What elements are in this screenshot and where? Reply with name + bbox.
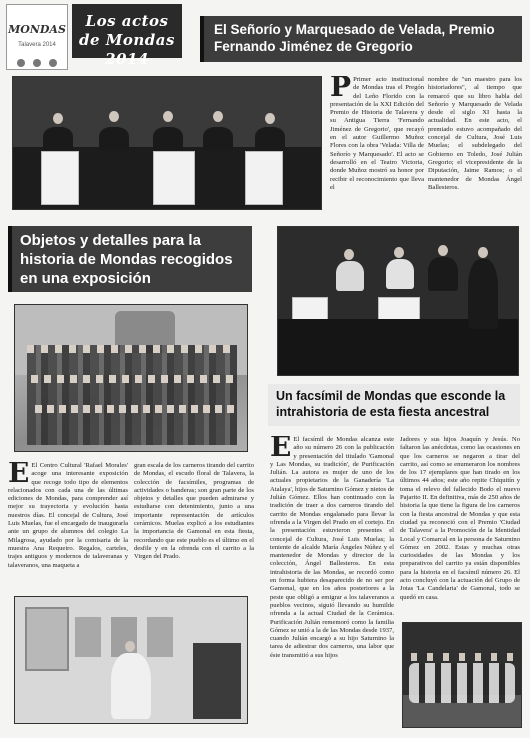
article3-headline: Un facsímil de Mondas que esconde la intrahistoria de esta fiesta ancestral xyxy=(268,384,520,426)
jota-dancers-photo xyxy=(402,622,522,728)
facsimile-presentation-photo xyxy=(277,226,519,376)
mondas-logo xyxy=(6,4,68,70)
logo-title: MONDAS xyxy=(8,23,66,36)
seal-icon xyxy=(49,59,57,67)
logo-seals xyxy=(7,54,67,72)
section-title: Los actos de Mondas 2014 xyxy=(72,4,182,58)
article1-column-1: P Primer acto institucional de Mondas tras el Pregón del Leño Florido con la presentación de la XXI Edición del Premio de Historia de Talavera y su Antigua Tierra 'Fernando Jiménez de Gregorio', que recayó en el autor Guillermo Muñoz Flores con la obra 'Velada: Villa de Señorío y Marquesado'. El acto se desarrolló en el Teatro Victoria, donde Muñoz mostró su honor por recibir el reconocimiento que lleva el xyxy=(330,76,424,191)
article1-column-2: nombre de "un maestro para los historiadores", al tiempo que remarcó que su libro habla del Señorío y Marquesado de Velada desde el siglo XI hasta la actualidad. En este acto, el premiado estuvo acompañado del concejal de Cultura, José Luis Muelas; el subdelegado del Gobierno en Toledo, José Julián Gregorio; el vicepresidente de la Diputación, Jaime Ramos; o el mantenedor de Mondas Ángel Ballesteros. xyxy=(428,76,522,191)
logo-subtitle: Talavera 2014 xyxy=(18,42,56,48)
article3-column-2: Jadores y sus hijos Joaquín y Jesús. No faltaron las anécdotas, como las ocasiones en que los carneros se negaron a tirar del carrito, así como se enumeraron los nombres de los 17 ejemplares que han tirado en los últimos 44 años; este año repite Chiquitín y toma el relevo del fallecido Bodo el nuevo Pajarito II. En definitiva, más de 250 años de historia la que tiene la figura de los carneros con la fiesta ancestral de Mondas y que esta ciudad ya reconoció con el Premio 'Ciudad de Talavera' a la Promoción de la Identidad Local y Comarcal en la persona de Saturnino Gómez en 2002. Estas y muchas otras curiosidades de las Mondas y los preparativos del carrito ya están disponibles para la historia en el facsímil número 26. El acto concluyó con la actuación del Grupo de Jotas 'La Candelaria' de Gamonal, todo se quedó en casa. xyxy=(400,436,520,601)
article3-column-1: E El facsímil de Mondas alcanza este año su número 26 con la publicación y presentación del titulado 'Gamonal y Las Mondas, su tradición', de Purificación Julián. La autora es mujer de uno de los actuales propietarios de la Ganadería 'La Atalaya', hijos de Saturnino Gómez y nietos de Julián Gómez. Ellos han continuado con la tradición de traer a dos carneros tirando del carrito de Mondas engalanado para llevar la ofrenda a la Virgen del Prado en el cortejo. En la presentación estuvieron presentes el concejal de Cultura, José Luis Muelas; la teniente de alcalde María Ángeles Núñez y el mantenedor de Mondas y director de la colección, Ángel Ballesteros. En esta intrahistoria de las Mondas, se recordó como en forma hubiera desaparecido de no ser por Gamonal, que en los años posteriores a la peste que obligó a emigrar a los talaveranos a pueblos vecinos, siguió llevando su humilde ofrenda a la actual Ciudad de la Cerámica. Purificación Julián rememoró como la familia Gómez se unió a la de las Mondas desde 1937, cuando Julián encargó a su hijo Saturnino la tarea de adiestrar dos carneros, una labor que éste transmitió a sus hijos xyxy=(270,436,394,659)
article2-column-1: E El Centro Cultural 'Rafael Morales' acoge una interesante exposición que recoge todo tipo de elementos relacionados con cada una de las últimas ediciones de Mondas, para comprender así mejor su trayectoria y evolución hasta nuestros días. El concejal de Cultura, José Luis Muelas, fue el encargado de inaugurarla ante un grupo de alumnos del colegio La Milagrosa, ayudado por la comisaria de la muestra Ana Requeiro. Regalos, carteles, trajes antiguos y modernos de talaveranas y talaveranos, una maqueta a xyxy=(8,462,128,569)
seal-icon xyxy=(33,59,41,67)
exhibition-group-photo xyxy=(14,304,248,452)
award-ceremony-photo xyxy=(12,76,322,210)
article1-headline: El Señorío y Marquesado de Velada, Premio Fernando Jiménez de Gregorio xyxy=(200,16,522,62)
exhibition-costume-photo xyxy=(14,596,248,724)
article2-headline: Objetos y detalles para la historia de Mondas recogidos en una exposición xyxy=(8,226,252,292)
article2-column-2: gran escala de los carneros tirando del carrito de Mondas, el escudo floral de Talavera, la colección de facsímiles, programas de actividades o banderas; son gran parte de los objetos y detalles que pueden admirarse y estudiarse con detenimiento, junto a una importante representación de artículos cerámicos. Muelas explicó a los estudiantes la importancia de Gamonal en esta fiesta, recordando que este pueblo es el último en el desfile y en la ofrenda con el carrito a la Virgen del Prado. xyxy=(134,462,254,561)
seal-icon xyxy=(17,59,25,67)
